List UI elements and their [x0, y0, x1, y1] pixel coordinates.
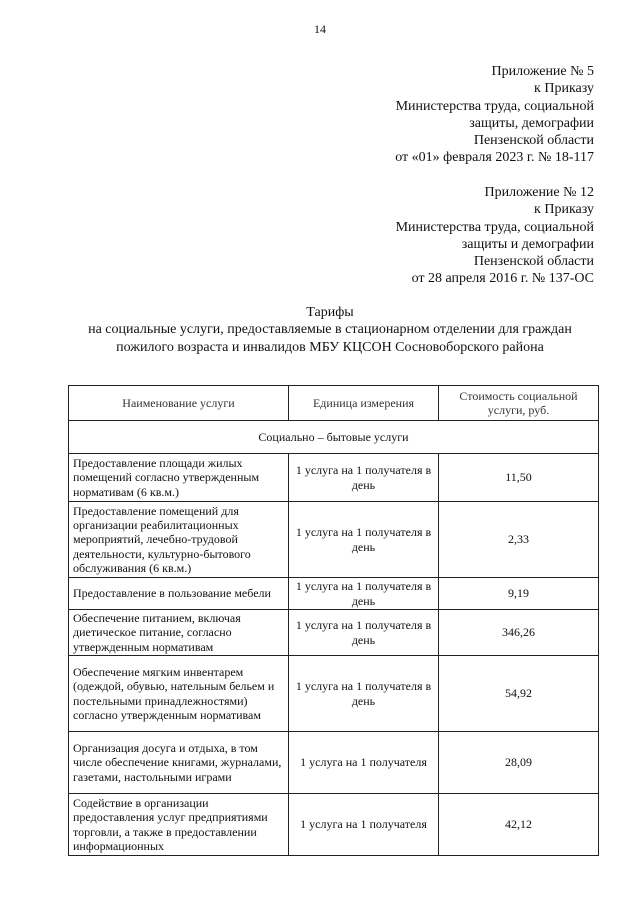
- table-row: [69, 794, 599, 856]
- appendix-previous-line-6: от 28 апреля 2016 г. № 137-ОС: [411, 271, 594, 287]
- appendix-previous-line-3: Министерства труда, социальной: [395, 219, 594, 235]
- appendix-previous-block: [396, 184, 594, 288]
- table-row: [69, 578, 599, 610]
- row-price: 346,26: [439, 610, 599, 656]
- appendix-previous-line-4: защиты и демографии: [461, 236, 594, 252]
- row-service-name: Предоставление площади жилых помещений согласно утвержденным нормативам (6 кв.м.): [69, 454, 289, 502]
- row-unit: 1 услуга на 1 получателя в день: [289, 502, 439, 578]
- table-row: [69, 454, 599, 502]
- header-unit: Единица измерения: [289, 386, 439, 421]
- row-price: 11,50: [439, 454, 599, 502]
- appendix-current-line-3: Министерства труда, социальной: [395, 98, 594, 114]
- row-unit: 1 услуга на 1 получателя: [289, 732, 439, 794]
- row-unit: 1 услуга на 1 получателя в день: [289, 454, 439, 502]
- section-title: Социально – бытовые услуги: [69, 421, 599, 454]
- appendix-previous-line-2: к Приказу: [534, 202, 594, 218]
- row-service-name: Организация досуга и отдыха, в том числе обеспечение книгами, журналами, газетами, настольными играми: [69, 732, 289, 794]
- row-service-name: Предоставление помещений для организации реабилитационных мероприятий, лечебно-трудовой деятельности, культурно-бытового обслуживания (6 кв.м.): [69, 502, 289, 578]
- row-price: 9,19: [439, 578, 599, 610]
- table-row: [69, 610, 599, 656]
- row-unit: 1 услуга на 1 получателя в день: [289, 578, 439, 610]
- row-unit: 1 услуга на 1 получателя в день: [289, 656, 439, 732]
- appendix-current-block: [395, 63, 594, 167]
- table-row: [69, 502, 599, 578]
- row-service-name: Обеспечение мягким инвентарем (одеждой, обувью, нательным бельем и постельными принадлежностями) согласно утвержденным нормативам: [69, 656, 289, 732]
- page-number: 14: [314, 22, 326, 36]
- document-subtitle: на социальные услуги, предоставляемые в стационарном отделении для граждан пожилого возраста и инвалидов МБУ КЦСОН Сосновоборского района: [88, 322, 572, 355]
- row-price: 42,12: [439, 794, 599, 856]
- table-row: [69, 732, 599, 794]
- appendix-current-line-6: от «01» февраля 2023 г. № 18-117: [395, 150, 594, 166]
- row-unit: 1 услуга на 1 получателя: [289, 794, 439, 856]
- appendix-current-line-1: Приложение № 5: [491, 64, 594, 79]
- appendix-current-line-5: Пензенской области: [473, 133, 594, 149]
- appendix-previous-line-1: Приложение № 12: [484, 185, 594, 200]
- appendix-current-line-2: к Приказу: [534, 81, 594, 97]
- header-service-name: Наименование услуги: [69, 386, 289, 421]
- row-service-name: Содействие в организации предоставления услуг предприятиями торговли, а также в предоставлении информационных: [69, 794, 289, 856]
- row-price: 54,92: [439, 656, 599, 732]
- table-header-row: [69, 386, 599, 421]
- row-service-name: Обеспечение питанием, включая диетическое питание, согласно утвержденным нормативам: [69, 610, 289, 656]
- document-title: Тарифы: [306, 305, 354, 320]
- tariff-table: [68, 385, 599, 856]
- section-row: [69, 421, 599, 454]
- appendix-previous-line-5: Пензенской области: [473, 254, 594, 270]
- appendix-current-line-4: защиты, демографии: [469, 115, 594, 131]
- document-title-block: [80, 304, 580, 356]
- row-unit: 1 услуга на 1 получателя в день: [289, 610, 439, 656]
- row-price: 2,33: [439, 502, 599, 578]
- row-service-name: Предоставление в пользование мебели: [69, 578, 289, 610]
- header-price: Стоимость социальной услуги, руб.: [439, 386, 599, 421]
- table-row: [69, 656, 599, 732]
- row-price: 28,09: [439, 732, 599, 794]
